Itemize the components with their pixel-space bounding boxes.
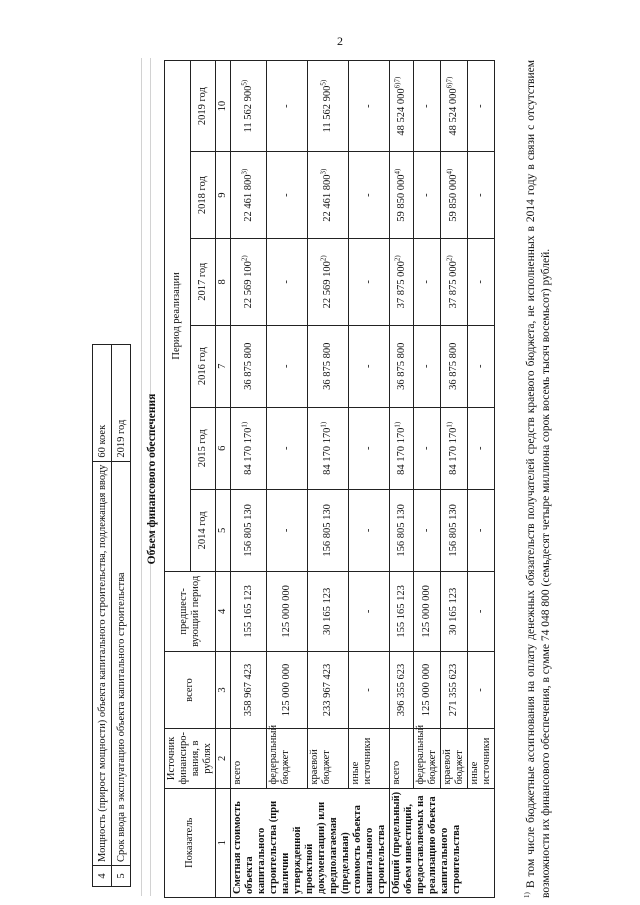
cell-value: 84 170 170	[322, 427, 334, 475]
value-cell	[468, 571, 495, 651]
cell-value: -	[281, 193, 293, 197]
value-cell	[390, 489, 414, 571]
column-number: 6	[216, 407, 231, 489]
header-year: 2014 год	[190, 489, 216, 571]
source-cell: краевой бюджет	[308, 729, 349, 788]
value-cell	[468, 489, 495, 571]
row-number: 4	[93, 866, 112, 887]
cell-value: 155 165 123	[242, 585, 254, 638]
footnote-reference: 2)	[445, 255, 454, 262]
value-cell	[231, 651, 267, 729]
cell-value: -	[475, 688, 486, 692]
cell-value: 59 850 000	[448, 174, 459, 222]
cell-value: 155 165 123	[395, 585, 407, 638]
value-cell	[349, 152, 390, 239]
row-number: 5	[112, 866, 131, 887]
cell-value: -	[421, 104, 432, 108]
value-cell	[308, 61, 349, 152]
table-row	[441, 61, 468, 898]
cell-value: 11 562 900	[322, 85, 334, 133]
rotated-page-content	[92, 60, 604, 898]
cell-value: 22 461 800	[242, 174, 254, 222]
value-cell	[231, 152, 267, 239]
value-cell	[468, 152, 495, 239]
cell-value: 125 000 000	[421, 585, 432, 638]
cell-value: -	[421, 528, 432, 533]
page-number: 2	[337, 34, 343, 48]
cell-value: -	[281, 280, 293, 284]
source-cell: всего	[390, 729, 414, 788]
cell-value: -	[363, 104, 375, 108]
value-cell	[468, 238, 495, 325]
source-cell: федеральный бюджет	[267, 729, 308, 788]
row-value: 2019 год	[112, 344, 131, 461]
value-cell	[267, 238, 308, 325]
cell-value: -	[281, 364, 293, 368]
footnote-reference: 6)7)	[445, 76, 454, 89]
source-cell: иные источники	[349, 729, 390, 788]
cell-value: -	[421, 364, 432, 368]
value-cell	[349, 61, 390, 152]
column-number: 5	[216, 489, 231, 571]
value-cell	[267, 152, 308, 239]
table-row	[414, 61, 441, 898]
value-cell	[390, 571, 414, 651]
cell-value: 30 165 123	[448, 587, 459, 635]
header-year: 2015 год	[190, 407, 216, 489]
value-cell	[468, 61, 495, 152]
value-cell	[441, 489, 468, 571]
value-cell	[267, 407, 308, 489]
value-cell	[441, 407, 468, 489]
cell-value: -	[363, 688, 375, 692]
cell-value: 59 850 000	[395, 174, 407, 222]
indicator-cell: Сметная стоимость объекта капитального строительства (при наличии утвержденной проектной документации) или предполагаемая (предельная) стоимость объекта капитального строительства	[231, 788, 390, 897]
cell-value: -	[421, 446, 432, 451]
value-cell	[267, 651, 308, 729]
cell-value: -	[475, 446, 486, 451]
value-cell	[349, 489, 390, 571]
footnote-reference: 2)	[319, 255, 328, 262]
cell-value: 233 967 423	[322, 663, 334, 717]
value-cell	[231, 571, 267, 651]
value-cell	[349, 571, 390, 651]
value-cell	[231, 489, 267, 571]
value-cell	[414, 325, 441, 407]
value-cell	[308, 152, 349, 239]
value-cell	[231, 407, 267, 489]
value-cell	[414, 651, 441, 729]
value-cell	[414, 407, 441, 489]
value-cell	[441, 651, 468, 729]
cell-value: -	[281, 104, 293, 108]
cell-value: 84 170 170	[448, 427, 459, 475]
cell-value: -	[363, 280, 375, 284]
value-cell	[231, 325, 267, 407]
footnote-text: В том числе бюджетные ассигнования на оплату денежных обязательств получателей средств краевого бюджета, не исполненных в 2014 году в связи с отсутствием возможности их финансового обеспечения, в сумме 74 048 800 (семьдесят четыре миллиона сорок восемь тысяч восемьсот) рублей.	[525, 59, 552, 898]
cell-value: -	[475, 193, 486, 197]
header-total: всего	[165, 651, 216, 729]
row-value: 60 коек	[93, 344, 112, 461]
table-row	[112, 344, 131, 886]
value-cell	[349, 238, 390, 325]
cell-value: -	[475, 528, 486, 533]
cell-value: -	[475, 104, 486, 108]
cell-value: 37 875 000	[395, 261, 407, 309]
footnote-reference: 1)	[319, 421, 328, 428]
footnote-reference: 4)	[445, 168, 454, 175]
section-title: Объем финансового обеспечения	[146, 393, 158, 565]
value-cell	[468, 325, 495, 407]
footnote-reference: 5)	[240, 79, 249, 86]
table-row	[349, 61, 390, 898]
top-info-table	[92, 344, 131, 887]
cell-value: 396 355 623	[395, 663, 407, 717]
cell-value: -	[363, 364, 375, 368]
cell-value: 358 967 423	[242, 663, 254, 717]
cell-value: 22 569 100	[322, 261, 334, 309]
cell-value: 37 875 000	[448, 261, 459, 309]
value-cell	[414, 61, 441, 152]
value-cell	[390, 325, 414, 407]
value-cell	[231, 61, 267, 152]
footnote-reference: 1)	[393, 421, 401, 428]
column-number: 3	[216, 651, 231, 729]
cell-value: -	[421, 280, 432, 284]
cell-value: 156 805 130	[322, 504, 334, 557]
table-row	[390, 61, 414, 898]
footnote-reference: 1)	[445, 421, 454, 428]
value-cell	[231, 238, 267, 325]
footnote-reference: 2)	[240, 255, 249, 262]
header-year: 2018 год	[190, 152, 216, 239]
table-body	[231, 61, 495, 898]
cell-value: 125 000 000	[281, 585, 293, 638]
cell-value: 84 170 170	[395, 427, 407, 475]
source-cell: краевой бюджет	[441, 729, 468, 788]
value-cell	[390, 238, 414, 325]
cell-value: 30 165 123	[322, 587, 334, 635]
footnote-reference: 5)	[319, 79, 328, 86]
table-row	[93, 344, 112, 886]
cell-value: 36 875 800	[395, 342, 407, 390]
value-cell	[468, 651, 495, 729]
cell-value: 84 170 170	[242, 427, 254, 475]
header-source: Источник финансиро-вания, в рублях	[165, 729, 216, 788]
value-cell	[308, 325, 349, 407]
cell-value: 271 355 623	[448, 663, 459, 717]
footnote-reference: 1)	[240, 421, 249, 428]
value-cell	[308, 238, 349, 325]
row-label: Срок ввода в эксплуатацию объекта капитального строительства	[112, 461, 131, 865]
column-number: 10	[216, 61, 231, 152]
cell-value: 11 562 900	[242, 85, 254, 133]
table-row	[231, 61, 267, 898]
cell-value: -	[363, 446, 375, 451]
source-cell: федеральный бюджет	[414, 729, 441, 788]
footnote-reference: 2)	[393, 255, 401, 262]
value-cell	[267, 571, 308, 651]
footnote-reference: 3)	[240, 168, 249, 175]
value-cell	[390, 152, 414, 239]
column-number: 1	[216, 788, 231, 897]
source-cell: иные источники	[468, 729, 495, 788]
footnote-reference: 4)	[393, 168, 401, 175]
footnote-reference: 6)7)	[393, 76, 401, 89]
cell-value: -	[363, 193, 375, 197]
value-cell	[390, 407, 414, 489]
cell-value: 36 875 800	[322, 342, 334, 390]
source-cell: всего	[231, 729, 267, 788]
value-cell	[414, 489, 441, 571]
cell-value: -	[475, 280, 486, 284]
header-year: 2016 год	[190, 325, 216, 407]
cell-value: -	[363, 528, 375, 533]
value-cell	[390, 651, 414, 729]
table-row	[267, 61, 308, 898]
value-cell	[349, 325, 390, 407]
value-cell	[308, 571, 349, 651]
footnote	[524, 60, 554, 898]
cell-value: -	[475, 609, 486, 614]
value-cell	[308, 651, 349, 729]
value-cell	[267, 61, 308, 152]
cell-value: 125 000 000	[281, 663, 293, 717]
cell-value: 156 805 130	[395, 504, 407, 557]
value-cell	[308, 407, 349, 489]
cell-value: 22 461 800	[322, 174, 334, 222]
cell-value: -	[281, 528, 293, 533]
value-cell	[441, 325, 468, 407]
cell-value: -	[363, 609, 375, 614]
column-number: 7	[216, 325, 231, 407]
column-number: 4	[216, 571, 231, 651]
column-number: 8	[216, 238, 231, 325]
value-cell	[441, 571, 468, 651]
value-cell	[441, 152, 468, 239]
value-cell	[267, 325, 308, 407]
cell-value: 48 524 000	[448, 88, 459, 136]
header-indicator: Показатель	[165, 788, 216, 897]
cell-value: -	[421, 193, 432, 197]
footnote-reference: 3)	[319, 168, 328, 175]
value-cell	[349, 407, 390, 489]
value-cell	[441, 61, 468, 152]
cell-value: 22 569 100	[242, 261, 254, 309]
value-cell	[441, 238, 468, 325]
header-prior-period: предшест-вующий период	[165, 571, 216, 651]
financing-table	[164, 60, 495, 898]
column-number: 9	[216, 152, 231, 239]
value-cell	[267, 489, 308, 571]
header-year: 2019 год	[190, 61, 216, 152]
table-row	[468, 61, 495, 898]
cell-value: 36 875 800	[242, 342, 254, 390]
table-row	[308, 61, 349, 898]
indicator-cell: Общий (предельный) объем инвестиций, предоставляемых на реализацию объекта капитального строительства	[390, 788, 495, 897]
cell-value: 48 524 000	[395, 88, 407, 136]
column-number: 2	[216, 729, 231, 788]
value-cell	[414, 152, 441, 239]
header-row	[165, 61, 191, 898]
cell-value: -	[475, 364, 486, 368]
value-cell	[390, 61, 414, 152]
header-implementation-period: Период реализации	[165, 61, 191, 572]
cell-value: 156 805 130	[242, 504, 254, 557]
value-cell	[468, 407, 495, 489]
value-cell	[414, 238, 441, 325]
value-cell	[414, 571, 441, 651]
value-cell	[349, 651, 390, 729]
cell-value: 125 000 000	[421, 663, 432, 717]
column-number-row	[216, 61, 231, 898]
value-cell	[308, 489, 349, 571]
footnote-mark: 1)	[523, 892, 532, 898]
row-label: Мощность (прирост мощности) объекта капитального строительства, подлежащая вводу	[93, 461, 112, 865]
cell-value: -	[281, 446, 293, 451]
cell-value: 156 805 130	[448, 504, 459, 557]
cell-value: 36 875 800	[448, 342, 459, 390]
header-year: 2017 год	[190, 238, 216, 325]
